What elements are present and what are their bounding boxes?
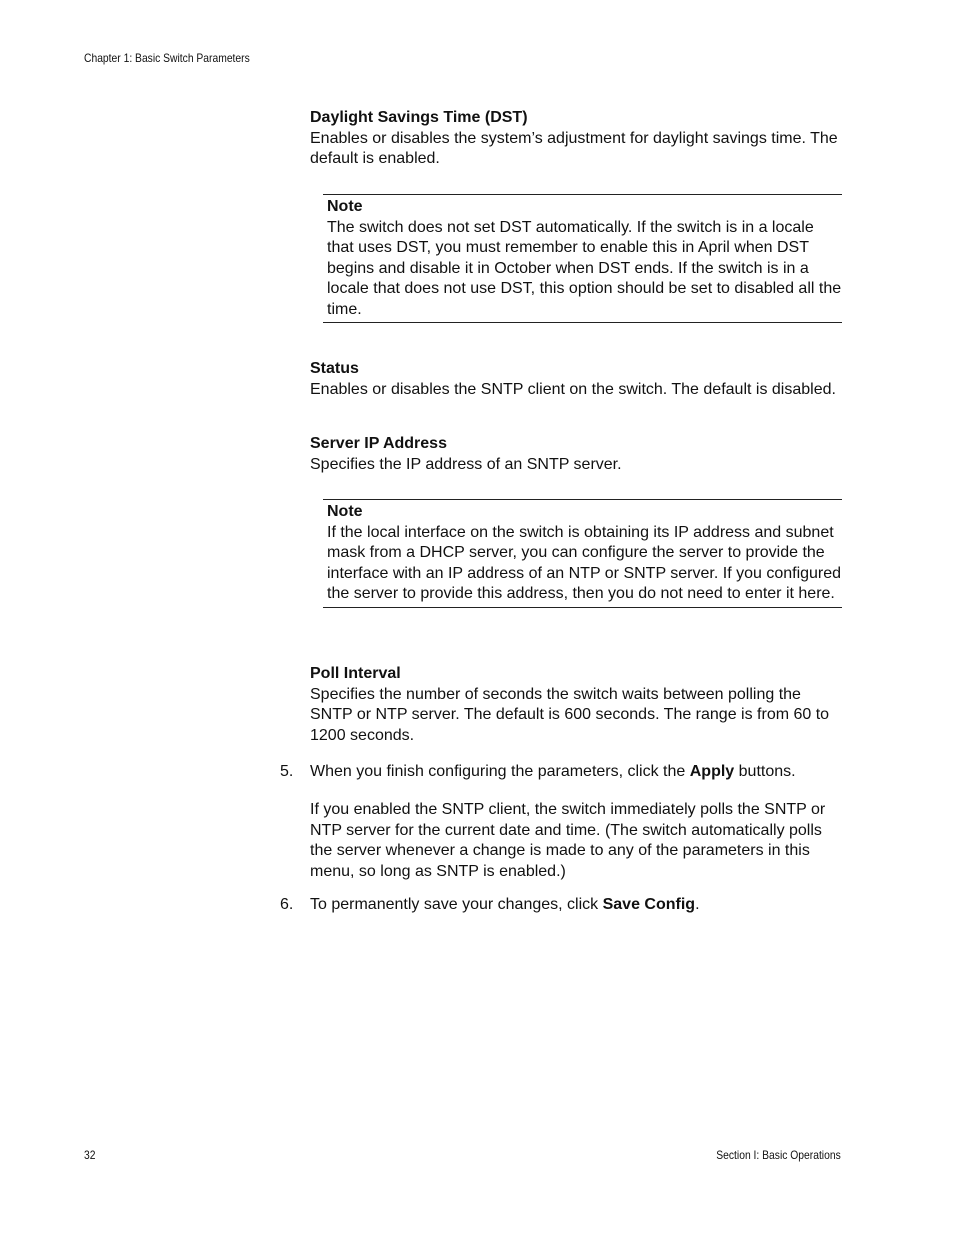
note-title: Note [327, 503, 363, 520]
note-title: Note [327, 198, 363, 215]
note-text: The switch does not set DST automatically. If the switch is in a locale that uses DST, you must remember to enable this in April when DST begins and disable it in October when DST ends. If the switch is in a locale that does not use DST, this option should be set to disabled all the time. [327, 218, 842, 318]
apply-label: Apply [689, 763, 735, 780]
dst-section [310, 108, 845, 170]
server-ip-title: Server IP Address [310, 435, 447, 452]
note-text: If the local interface on the switch is obtaining its IP address and subnet mask from a DHCP server, you can configure the server to provide the interface with an IP address of an NTP or SNTP server. If you configured the server to provide this address, then you do not need to enter it here. [327, 523, 842, 602]
save-config-label: Save Config [602, 896, 696, 913]
step-text: When you finish configuring the parameters, click the Apply buttons. [310, 763, 796, 780]
poll-interval-description: Specifies the number of seconds the switch waits between polling the SNTP or NTP server. The default is 600 seconds. The range is from 60 to 1200 seconds. [310, 685, 830, 744]
step-number: 5. [280, 763, 294, 780]
server-ip-section [310, 434, 845, 475]
poll-interval-title: Poll Interval [310, 665, 401, 682]
poll-interval-section [310, 664, 845, 746]
running-header: Chapter 1: Basic Switch Parameters [84, 51, 250, 65]
server-ip-description: Specifies the IP address of an SNTP server. [310, 455, 622, 473]
page-number: 32 [84, 1148, 96, 1162]
section-footer: Section I: Basic Operations [716, 1148, 841, 1162]
dst-title: Daylight Savings Time (DST) [310, 109, 528, 126]
dst-description: Enables or disables the system’s adjustment for daylight savings time. The default is enabled. [310, 129, 838, 167]
step-5-followup: If you enabled the SNTP client, the switch immediately polls the SNTP or NTP server for the current date and time. (The switch automatically polls the server whenever a change is made to any of the parameters in this menu, so long as SNTP is enabled.) [310, 801, 826, 880]
status-section [310, 359, 845, 400]
step-text: To permanently save your changes, click Save Config. [310, 896, 700, 913]
status-description: Enables or disables the SNTP client on the switch. The default is disabled. [310, 380, 836, 398]
step-number: 6. [280, 896, 294, 913]
note-box-dst [323, 194, 842, 323]
status-title: Status [310, 360, 359, 377]
note-box-server [323, 499, 842, 608]
